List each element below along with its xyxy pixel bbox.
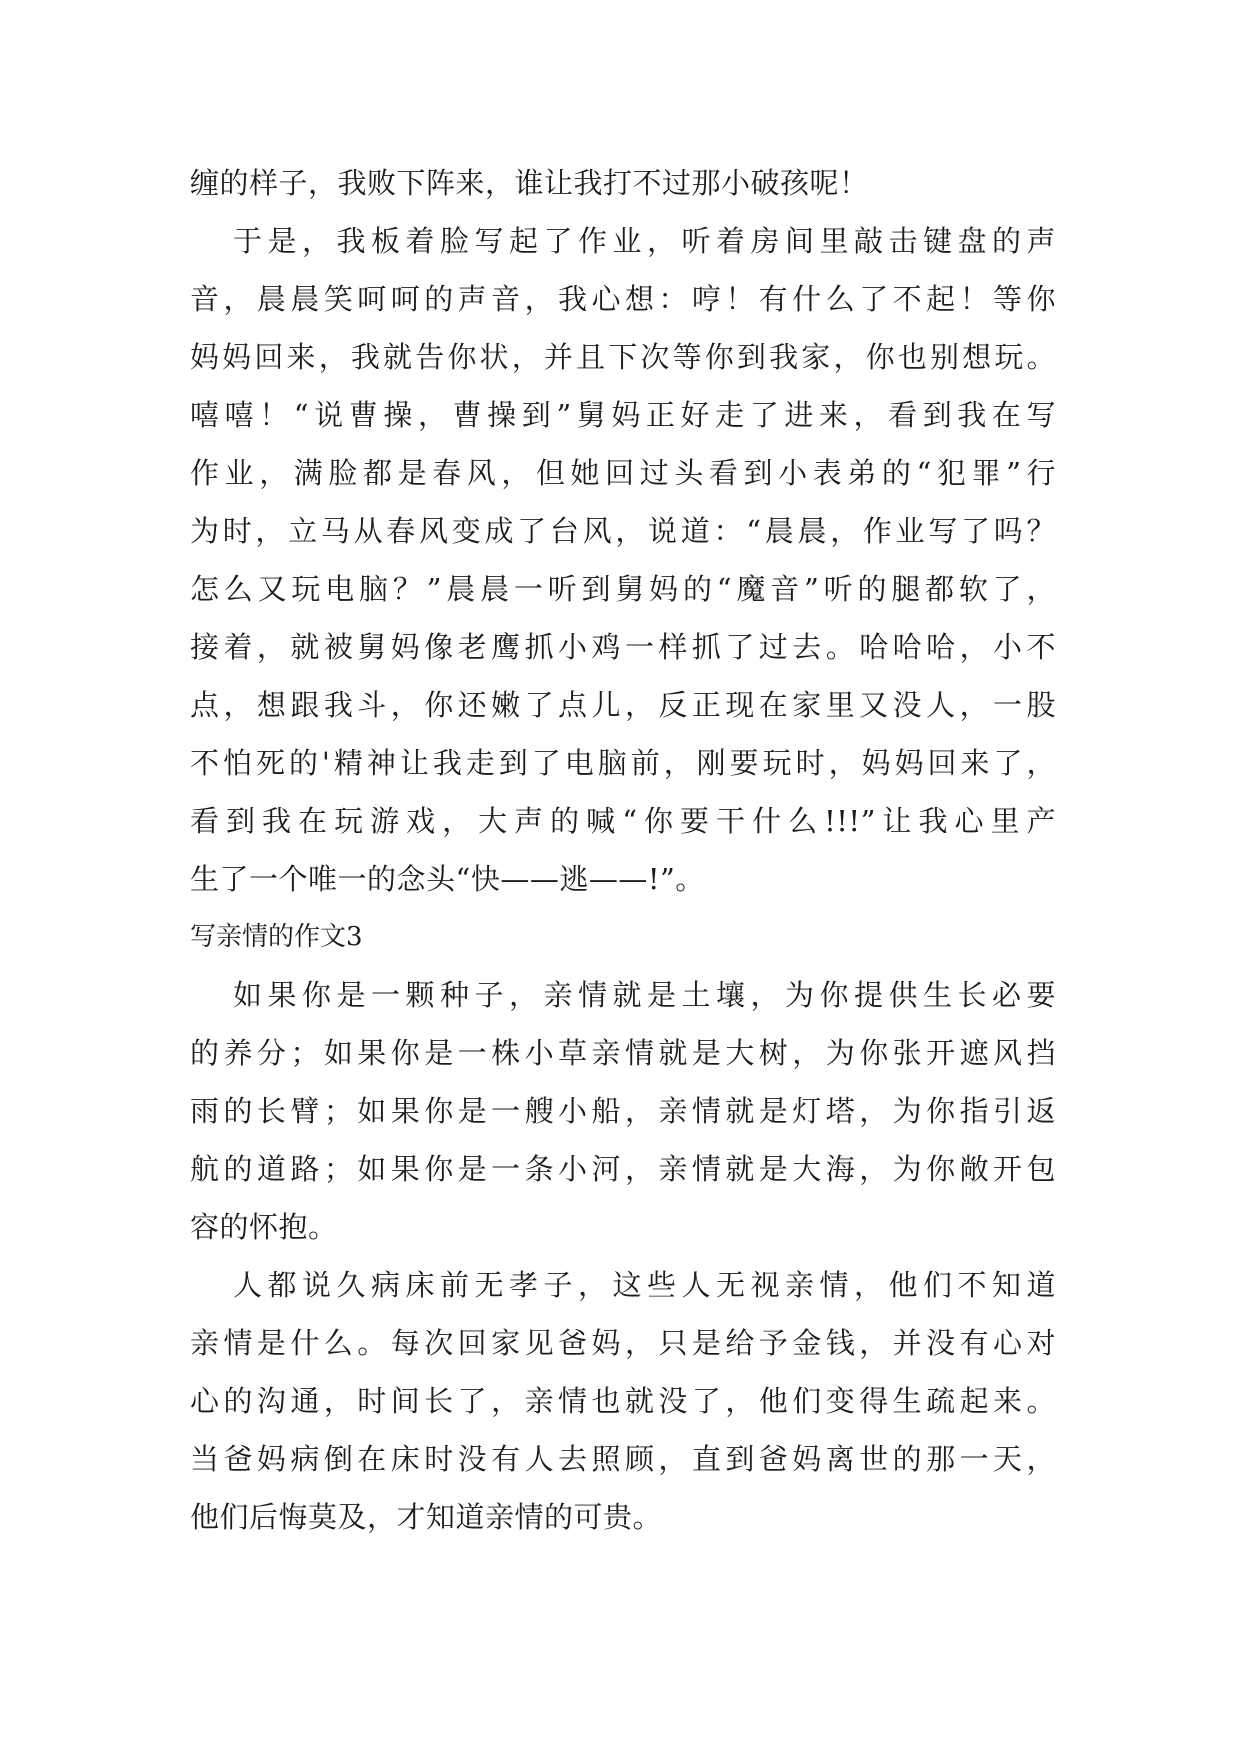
text-line: 嘻嘻！“说曹操，曹操到”舅妈正好走了进来，看到我在写 [190,398,1056,432]
text-line: 如果你是一颗种子，亲情就是土壤，为你提供生长必要 [233,978,1056,1012]
text-line: 怎么又玩电脑？”晨晨一听到舅妈的“魔音”听的腿都软了， [190,572,1056,606]
text-line: 作业，满脸都是春风，但她回过头看到小表弟的“犯罪”行 [190,456,1056,490]
text-line: 为时，立马从春风变成了台风，说道：“晨晨，作业写了吗？ [190,514,1056,548]
text-line: 看到我在玩游戏，大声的喊“你要干什么!!!”让我心里产 [190,804,1056,838]
text-line: 不怕死的'精神让我走到了电脑前，刚要玩时，妈妈回来了， [190,746,1056,780]
paragraph [190,212,1056,908]
body-text [190,154,1056,1546]
text-line: 人都说久病床前无孝子，这些人无视亲情，他们不知道 [233,1268,1056,1302]
paragraph-continued [190,154,1056,212]
paragraph [190,966,1056,1256]
paragraph [190,1256,1056,1546]
text-line: 他们后悔莫及，才知道亲情的可贵。 [190,1500,663,1534]
text-line: 缠的样子，我败下阵来，谁让我打不过那小破孩呢！ [190,166,869,200]
text-line: 生了一个唯一的念头“快——逃——!”。 [190,862,705,896]
text-line: 容的怀抱。 [190,1210,338,1244]
text-line: 雨的长臂；如果你是一艘小船，亲情就是灯塔，为你指引返 [190,1094,1056,1128]
section-heading: 写亲情的作文3 [190,922,363,952]
text-line: 心的沟通，时间长了，亲情也就没了，他们变得生疏起来。 [190,1384,1056,1418]
text-line: 点，想跟我斗，你还嫩了点儿，反正现在家里又没人，一股 [190,688,1056,722]
text-line: 亲情是什么。每次回家见爸妈，只是给予金钱，并没有心对 [190,1326,1056,1360]
text-line: 接着，就被舅妈像老鹰抓小鸡一样抓了过去。哈哈哈，小不 [190,630,1056,664]
text-line: 的养分；如果你是一株小草亲情就是大树，为你张开遮风挡 [190,1036,1056,1070]
text-line: 于是，我板着脸写起了作业，听着房间里敲击键盘的声 [233,224,1056,258]
text-line: 当爸妈病倒在床时没有人去照顾，直到爸妈离世的那一天， [190,1442,1056,1476]
text-line: 音，晨晨笑呵呵的声音，我心想：哼！有什么了不起！等你 [190,282,1056,316]
text-line: 航的道路；如果你是一条小河，亲情就是大海，为你敞开包 [190,1152,1056,1186]
text-line: 妈妈回来，我就告你状，并且下次等你到我家，你也别想玩。 [190,340,1056,374]
